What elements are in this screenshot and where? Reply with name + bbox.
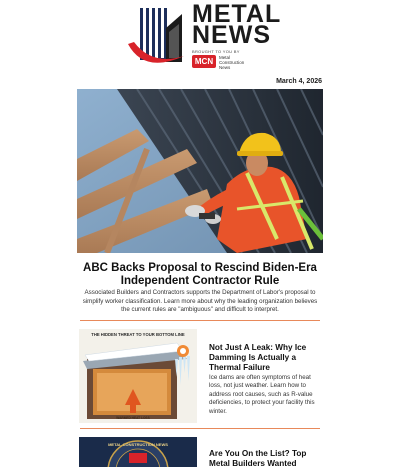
lead-article-summary: Associated Builders and Contractors supports the Department of Labor's proposal to simplify worker classification. Learn more about why the leading organization believes the current rules are "ambiguous" and difficult to interpret. xyxy=(82,289,318,314)
section-divider-2 xyxy=(80,428,320,429)
section-divider xyxy=(80,320,320,321)
metal-news-logo-icon xyxy=(126,4,188,70)
ice-dam-article-image[interactable] xyxy=(79,329,197,423)
logo-word-metal: METAL xyxy=(192,0,282,28)
logo-word-news: NEWS xyxy=(192,21,271,49)
masthead-logo[interactable] xyxy=(126,0,286,74)
ice-dam-article-summary: Ice dams are often symptoms of heat loss, not just weather. Learn how to address root causes, such as R-value deficiencies, to protect your facility this winter. xyxy=(209,374,315,415)
issue-date: March 4, 2026 xyxy=(276,78,322,85)
top-builders-article-title[interactable]: Are You On the List? Top Metal Builders Wanted xyxy=(209,449,307,467)
partner-line-2: Construction xyxy=(219,60,245,65)
top-metal-builders-image[interactable] xyxy=(79,437,197,467)
lead-article-title[interactable]: ABC Backs Proposal to Rescind Biden-Era Independent Contractor Rule xyxy=(83,262,317,287)
partner-line-1: Metal xyxy=(219,55,231,60)
partner-name xyxy=(219,55,244,70)
brought-by-label: BROUGHT TO YOU BY xyxy=(192,49,240,54)
heat-loss-label: WARMED HEAT LOSS xyxy=(116,416,150,420)
logo-wordmark xyxy=(192,0,282,49)
hero-image[interactable] xyxy=(77,89,323,253)
partner-line-3: News xyxy=(219,65,231,70)
ice-dam-article-title[interactable]: Not Just A Leak: Why Ice Damming Is Actually a Thermal Failure xyxy=(209,343,307,372)
image-caption-text: THE HIDDEN THREAT TO YOUR BOTTOM LINE xyxy=(91,332,185,337)
badge-caption-text: METAL CONSTRUCTION NEWS xyxy=(108,442,168,447)
mcn-badge: MCN xyxy=(192,55,216,68)
